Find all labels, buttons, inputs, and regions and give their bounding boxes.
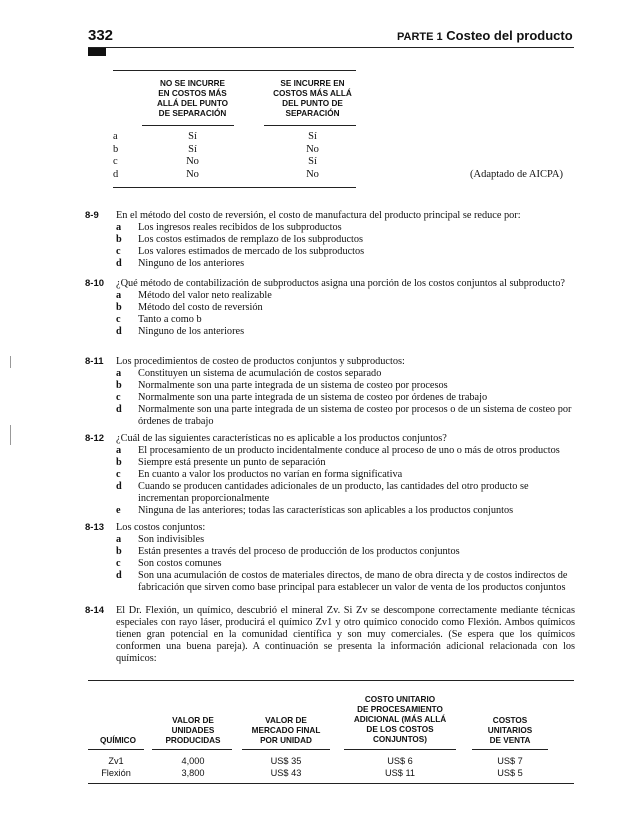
source-note: (Adaptado de AICPA) bbox=[470, 169, 563, 180]
option-text: Son una acumulación de costos de materiales directos, de mano de obra directa y de costos indirectos de fabricación que sirven como base principal para establecer un valor de venta de los productos conjuntos bbox=[138, 570, 568, 593]
option-letter: d bbox=[116, 326, 122, 337]
option-text: Están presentes a través del proceso de producción de los productos conjuntos bbox=[138, 546, 460, 557]
top-table-cell: No bbox=[306, 144, 319, 155]
option-letter: d bbox=[116, 570, 122, 581]
option-letter: a bbox=[116, 534, 122, 545]
chemicals-table-header-underline bbox=[472, 749, 548, 750]
option-text: Constituyen un sistema de acumulación de costos separado bbox=[138, 368, 382, 379]
chemicals-table-header: COSTO UNITARIO DE PROCESAMIENTO ADICIONAL (MÁS ALLÁ DE LOS COSTOS CONJUNTOS) bbox=[353, 695, 447, 744]
option-text: Normalmente son una parte integrada de un sistema de costeo por procesos bbox=[138, 380, 448, 391]
option bbox=[116, 368, 575, 380]
option-letter: b bbox=[116, 546, 122, 557]
top-table-row-letter: c bbox=[113, 156, 118, 167]
chemicals-table-header: VALOR DE MERCADO FINAL POR UNIDAD bbox=[251, 716, 321, 745]
chemicals-table-header: QUÍMICO bbox=[100, 736, 136, 745]
option bbox=[116, 246, 575, 258]
chemical-name: Flexión bbox=[101, 768, 131, 778]
question-text: El Dr. Flexión, un químico, descubrió el mineral Zv. Si Zv se descompone correctamente mediante técnicas especiales con rayo láser, producirá el químico Zv1 y otro químico conocido como Flexión. Ambos químicos tienen gran potencial en la comunidad científica y son muy comerciales. (Se espera que los químicos conformen una buena pareja). A continuación se presenta la información adicional relacionada con los químicos: bbox=[116, 605, 575, 664]
question-text: ¿Cuál de las siguientes características no es aplicable a los productos conjuntos? bbox=[116, 433, 447, 444]
option-text: Son costos comunes bbox=[138, 558, 222, 569]
option-letter: c bbox=[116, 469, 121, 480]
option bbox=[116, 457, 575, 469]
top-table-rule-bottom bbox=[113, 187, 356, 188]
question-number: 8-11 bbox=[85, 356, 104, 367]
option-text: Ninguno de los anteriores bbox=[138, 258, 245, 269]
processing-cost-cell: US$ 6 bbox=[387, 756, 413, 766]
option-letter: a bbox=[116, 445, 122, 456]
chemicals-table-header-underline bbox=[88, 749, 144, 750]
option-letter: b bbox=[116, 302, 122, 313]
chemical-name: Zv1 bbox=[108, 756, 124, 766]
question-number: 8-9 bbox=[85, 210, 99, 221]
top-table-header-underline-1 bbox=[142, 125, 234, 126]
header-block bbox=[88, 48, 106, 56]
option-letter: b bbox=[116, 380, 122, 391]
question-number: 8-12 bbox=[85, 433, 105, 444]
chemicals-table-header-underline bbox=[242, 749, 330, 750]
option-letter: a bbox=[116, 368, 122, 379]
top-table-cell: Sí bbox=[308, 156, 317, 167]
option bbox=[116, 481, 575, 505]
option-letter: e bbox=[116, 505, 121, 516]
top-table-row-letter: b bbox=[113, 144, 119, 155]
question-8-9 bbox=[85, 210, 575, 270]
option-text: En cuanto a valor los productos no varían en forma significativa bbox=[138, 469, 403, 480]
option bbox=[116, 570, 575, 594]
question-text: Los costos conjuntos: bbox=[116, 522, 206, 533]
option bbox=[116, 546, 575, 558]
top-table-header-underline-2 bbox=[264, 125, 356, 126]
option bbox=[116, 326, 575, 338]
option bbox=[116, 404, 575, 428]
option-text: Normalmente son una parte integrada de un sistema de costeo por órdenes de trabajo bbox=[138, 392, 488, 403]
market-value-cell: US$ 35 bbox=[270, 756, 302, 766]
option-letter: a bbox=[116, 222, 122, 233]
chemicals-table-header: COSTOS UNITARIOS DE VENTA bbox=[487, 716, 533, 745]
question-number: 8-13 bbox=[85, 522, 105, 533]
chemicals-table-header-underline bbox=[344, 749, 456, 750]
chemicals-table-header-underline bbox=[152, 749, 232, 750]
question-8-10 bbox=[85, 278, 575, 338]
option-text: Tanto a como b bbox=[138, 314, 202, 325]
option-letter: d bbox=[116, 481, 122, 492]
top-table-rule-top bbox=[113, 70, 356, 71]
option bbox=[116, 314, 575, 326]
question-text: En el método del costo de reversión, el costo de manufactura del producto principal se reduce por: bbox=[116, 210, 521, 221]
option-letter: b bbox=[116, 234, 122, 245]
page-number: 332 bbox=[88, 27, 114, 44]
option-text: Los ingresos reales recibidos de los subproductos bbox=[138, 222, 342, 233]
option-letter: c bbox=[116, 392, 121, 403]
option bbox=[116, 469, 575, 481]
scan-mark bbox=[10, 425, 11, 445]
question-8-14 bbox=[85, 605, 575, 665]
option bbox=[116, 445, 575, 457]
selling-cost-cell: US$ 7 bbox=[497, 756, 523, 766]
option-text: Siempre está presente un punto de separación bbox=[138, 457, 326, 468]
option bbox=[116, 392, 575, 404]
chemicals-table-rule-top bbox=[88, 680, 574, 681]
option bbox=[116, 302, 575, 314]
option bbox=[116, 505, 575, 517]
option-text: Ninguno de los anteriores bbox=[138, 326, 245, 337]
selling-cost-cell: US$ 5 bbox=[497, 768, 523, 778]
option-text: Método del valor neto realizable bbox=[138, 290, 272, 301]
question-8-12 bbox=[85, 433, 575, 517]
header-rule bbox=[88, 47, 574, 48]
option-text: Son indivisibles bbox=[138, 534, 205, 545]
top-table-header-2: SE INCURRE EN COSTOS MÁS ALLÁ DEL PUNTO DE SEPARACIÓN bbox=[273, 79, 352, 118]
option-letter: b bbox=[116, 457, 122, 468]
option-letter: c bbox=[116, 558, 121, 569]
option bbox=[116, 534, 575, 546]
section-title: Costeo del producto bbox=[446, 28, 573, 43]
top-table-header-1: NO SE INCURRE EN COSTOS MÁS ALLÁ DEL PUNTO DE SEPARACIÓN bbox=[156, 79, 229, 118]
top-table-cell: No bbox=[186, 169, 199, 180]
question-8-11 bbox=[85, 356, 575, 428]
question-text: Los procedimientos de costeo de productos conjuntos y subproductos: bbox=[116, 356, 405, 367]
option-text: Método del costo de reversión bbox=[138, 302, 263, 313]
top-table-cell: No bbox=[306, 169, 319, 180]
top-table-cell: Sí bbox=[308, 131, 317, 142]
option bbox=[116, 222, 575, 234]
running-head bbox=[397, 28, 573, 43]
option-letter: d bbox=[116, 404, 122, 415]
option bbox=[116, 558, 575, 570]
option-letter: d bbox=[116, 258, 122, 269]
top-table-cell: Sí bbox=[188, 144, 197, 155]
top-table-row-letter: a bbox=[113, 131, 118, 142]
option-text: Los costos estimados de remplazo de los subproductos bbox=[138, 234, 364, 245]
top-table-cell: Sí bbox=[188, 131, 197, 142]
option-letter: c bbox=[116, 246, 121, 257]
question-number: 8-14 bbox=[85, 605, 105, 616]
option-text: Normalmente son una parte integrada de un sistema de costeo por procesos o de un sistema de costeo por órdenes de trabajo bbox=[138, 404, 572, 427]
top-table-cell: No bbox=[186, 156, 199, 167]
option bbox=[116, 258, 575, 270]
option-text: Cuando se producen cantidades adicionales de un producto, las cantidades del otro producto se incrementan proporcionalmente bbox=[138, 481, 529, 504]
question-number: 8-10 bbox=[85, 278, 105, 289]
scan-mark bbox=[10, 356, 11, 368]
top-table-row-letter: d bbox=[113, 169, 119, 180]
option bbox=[116, 234, 575, 246]
option-text: Ninguna de las anteriores; todas las características son aplicables a los productos conjuntos bbox=[138, 505, 514, 516]
option bbox=[116, 380, 575, 392]
units-cell: 4,000 bbox=[181, 756, 205, 766]
market-value-cell: US$ 43 bbox=[270, 768, 302, 778]
option bbox=[116, 290, 575, 302]
chemicals-table-header: VALOR DE UNIDADES PRODUCIDAS bbox=[165, 716, 221, 745]
question-8-13 bbox=[85, 522, 575, 594]
option-letter: c bbox=[116, 314, 121, 325]
question-text: ¿Qué método de contabilización de subproductos asigna una porción de los costos conjuntos al subproducto? bbox=[116, 278, 565, 289]
units-cell: 3,800 bbox=[181, 768, 205, 778]
chemicals-table-rule-bottom bbox=[88, 783, 574, 784]
processing-cost-cell: US$ 11 bbox=[385, 768, 415, 778]
part-label: PARTE 1 bbox=[397, 31, 443, 43]
option-text: El procesamiento de un producto incidentalmente conduce al proceso de uno o más de otros productos bbox=[138, 445, 560, 456]
option-letter: a bbox=[116, 290, 122, 301]
option-text: Los valores estimados de mercado de los subproductos bbox=[138, 246, 365, 257]
